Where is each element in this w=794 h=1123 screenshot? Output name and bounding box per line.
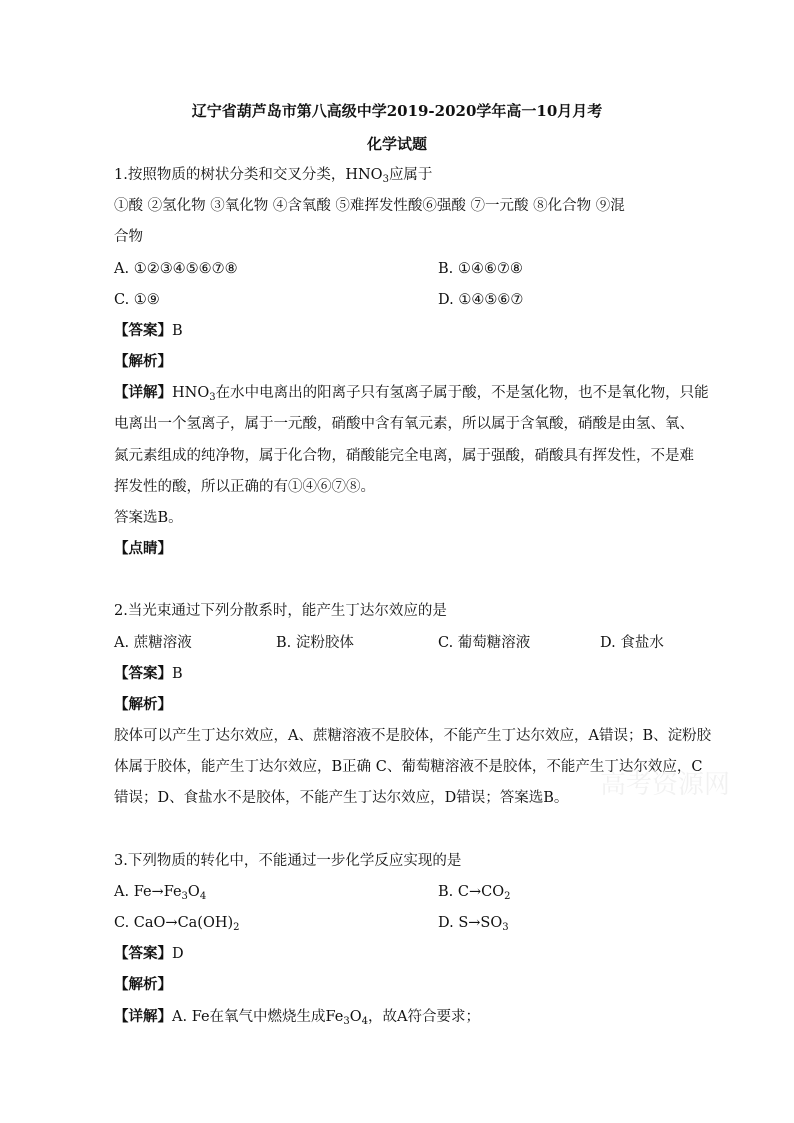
- q1-option-a: A. ①②③④⑤⑥⑦⑧: [114, 261, 238, 277]
- q3-answer: 【答案】D: [114, 945, 184, 962]
- q3-option-a: A. $Fe\to Fe_3O_4$: [114, 884, 207, 902]
- q1-stem: 1.按照物质的树状分类和交叉分类，$HNO_3$应属于: [114, 167, 433, 185]
- q2-analysis-line3: 错误；D、食盐水不是胶体，不能产生丁达尔效应，D错误；答案选B。: [114, 790, 569, 806]
- q3-detail-line1: 【详解】A. Fe在氧气中燃烧生成$Fe_3O_4$，故A符合要求；: [114, 1008, 481, 1027]
- q1-items-line1: ①酸 ②氢化物 ③氧化物 ④含氧酸 ⑤难挥发性酸⑥强酸 ⑦一元酸 ⑧化合物 ⑨混: [114, 198, 625, 214]
- q2-option-c: C. 葡萄糖溶液: [438, 635, 531, 651]
- q2-stem: 2.当光束通过下列分散系时，能产生丁达尔效应的是: [114, 603, 447, 619]
- q3-option-c: C. $CaO\to Ca(OH)_2$: [114, 915, 240, 933]
- q2-analysis-line2: 体属于胶体，能产生丁达尔效应，B正确 C、葡萄糖溶液不是胶体，不能产生丁达尔效应，C: [114, 759, 703, 775]
- page-title: 辽宁省葫芦岛市第八高级中学2019-2020学年高一10月月考: [191, 102, 603, 120]
- q3-analysis-label: 【解析】: [114, 976, 172, 993]
- q1-conclusion: 答案选B。: [114, 510, 183, 526]
- watermark: 高考资源网: [600, 770, 731, 800]
- q1-detail-line3: 氮元素组成的纯净物，属于化合物，硝酸能完全电离，属于强酸，硝酸具有挥发性，不是难: [114, 448, 694, 464]
- q1-items-line2: 合物: [114, 229, 143, 245]
- q2-option-b: B. 淀粉胶体: [276, 635, 354, 651]
- q1-analysis-label: 【解析】: [114, 353, 172, 370]
- q2-option-a: A. 蔗糖溶液: [114, 635, 192, 651]
- q2-option-d: D. 食盐水: [600, 635, 664, 651]
- q1-option-c: C. ①⑨: [114, 292, 160, 308]
- page-subtitle: 化学试题: [366, 135, 427, 153]
- q3-stem: 3.下列物质的转化中，不能通过一步化学反应实现的是: [114, 853, 462, 869]
- q2-answer: 【答案】B: [114, 665, 183, 682]
- q1-option-b: B. ①④⑥⑦⑧: [438, 261, 523, 277]
- q1-detail-line4: 挥发性的酸，所以正确的有①④⑥⑦⑧。: [114, 479, 375, 495]
- q2-analysis-line1: 胶体可以产生丁达尔效应，A、蔗糖溶液不是胶体，不能产生丁达尔效应，A错误；B、淀粉胶: [114, 728, 712, 744]
- q3-option-d: D. $S\to SO_3$: [438, 915, 509, 933]
- q3-option-b: B. $C\to CO_2$: [438, 884, 511, 902]
- q1-option-d: D. ①④⑤⑥⑦: [438, 292, 524, 308]
- q1-note-label: 【点睛】: [114, 540, 172, 557]
- q1-answer: 【答案】B: [114, 322, 183, 339]
- q1-detail-line1: 【详解】$HNO_3$在水中电离出的阳离子只有氢离子属于酸，不是氢化物，也不是氧化物，只能: [114, 384, 709, 403]
- q2-analysis-label: 【解析】: [114, 696, 172, 713]
- q1-detail-line2: 电离出一个氢离子，属于一元酸，硝酸中含有氧元素，所以属于含氧酸，硝酸是由氢、氧、: [114, 416, 694, 432]
